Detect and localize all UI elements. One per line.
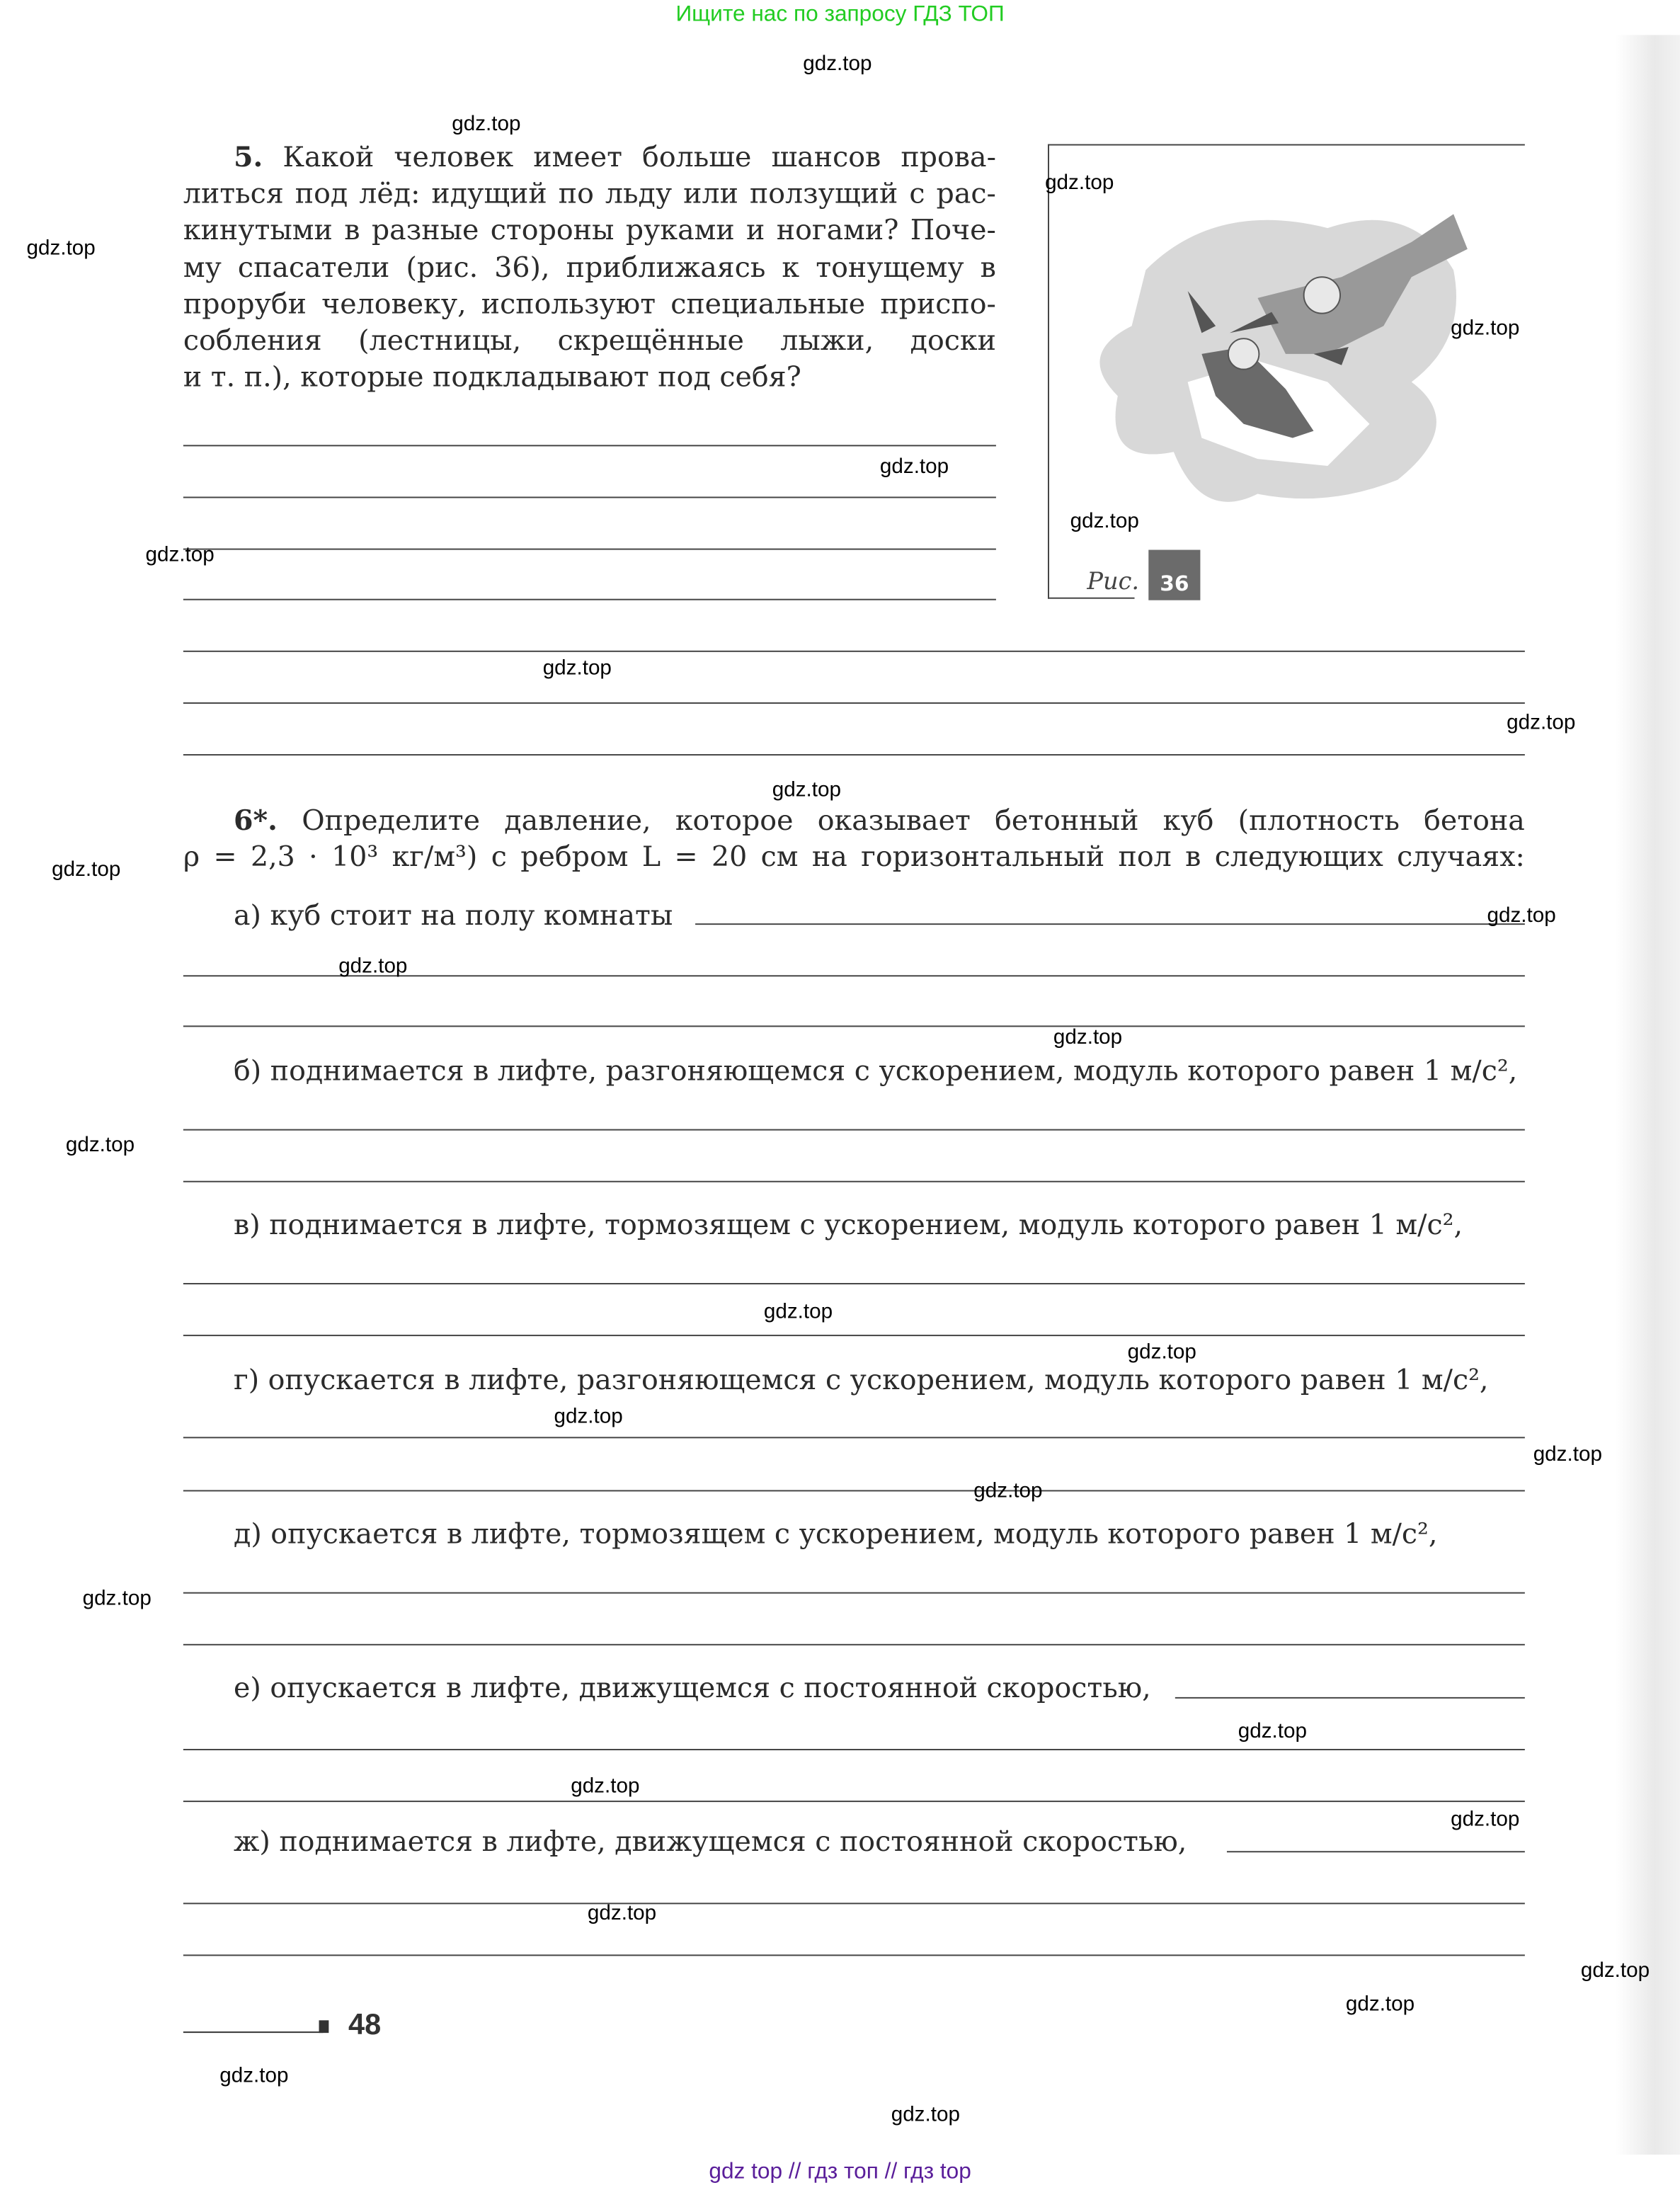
task5-line-4: му спасатели (рис. 36), приближаясь к тонущему в (183, 250, 996, 285)
bottom-banner[interactable]: gdz top // гдз топ // гдз top (709, 2160, 971, 2184)
answer-line[interactable] (1175, 1697, 1525, 1699)
watermark: gdz.top (1533, 1442, 1602, 1466)
answer-line[interactable] (183, 1437, 1525, 1438)
task5-number: 5. (233, 139, 263, 174)
watermark: gdz.top (803, 52, 872, 76)
watermark: gdz.top (879, 455, 949, 479)
figure-border-bottom (1048, 598, 1135, 599)
page-number-rule (183, 2031, 324, 2033)
task5-line-5: проруби человеку, используют специальные приспо- (183, 287, 996, 321)
case-a: а) куб стоит на полу комнаты (233, 898, 673, 933)
watermark: gdz.top (554, 1404, 623, 1429)
answer-line[interactable] (183, 1283, 1525, 1284)
watermark: gdz.top (1070, 509, 1139, 533)
answer-line[interactable] (183, 1129, 1525, 1131)
task5-line-2: литься под лёд: идущий по льду или ползущий с рас- (183, 176, 996, 210)
answer-line[interactable] (183, 496, 996, 498)
watermark: gdz.top (65, 1133, 135, 1158)
answer-line[interactable] (183, 1335, 1525, 1336)
task6-number: 6*. (233, 803, 278, 837)
watermark: gdz.top (26, 236, 96, 261)
task6-line-1 (183, 802, 1525, 838)
page-number-marker (319, 2020, 329, 2033)
answer-line[interactable] (183, 599, 996, 600)
answer-line[interactable] (183, 1903, 1525, 1904)
ice-rescue-illustration (1048, 144, 1525, 564)
watermark: gdz.top (763, 1299, 833, 1324)
answer-line[interactable] (183, 1181, 1525, 1182)
case-e: е) опускается в лифте, движущемся с постоянной скоростью, (233, 1670, 1151, 1704)
case-b: б) поднимается в лифте, разгоняющемся с ускорением, модуль которого равен 1 м/с², (233, 1053, 1518, 1088)
task6-line-2: ρ = 2,3 · 10³ кг/м³) с ребром L = 20 см на горизонтальный пол в следующих случаях: (183, 839, 1525, 874)
answer-line[interactable] (183, 702, 1525, 704)
watermark: gdz.top (452, 112, 521, 136)
answer-line[interactable] (183, 1749, 1525, 1750)
case-v: в) поднимается в лифте, тормозящем с ускорением, модуль которого равен 1 м/с², (233, 1207, 1463, 1241)
watermark: gdz.top (1345, 1992, 1415, 2017)
watermark: gdz.top (1053, 1025, 1123, 1049)
answer-line[interactable] (183, 754, 1525, 755)
watermark: gdz.top (1507, 710, 1576, 735)
top-banner[interactable]: Ищите нас по запросу ГДЗ ТОП (675, 2, 1005, 27)
watermark: gdz.top (1238, 1719, 1308, 1744)
answer-line[interactable] (183, 651, 1525, 652)
page-number: 48 (348, 2009, 382, 2041)
answer-line[interactable] (695, 923, 1525, 925)
watermark: gdz.top (82, 1586, 152, 1611)
page-edge-shadow (1616, 35, 1680, 2155)
watermark: gdz.top (973, 1478, 1043, 1503)
answer-line[interactable] (183, 1025, 1525, 1027)
watermark: gdz.top (145, 542, 215, 567)
answer-line[interactable] (183, 445, 996, 446)
watermark: gdz.top (219, 2063, 289, 2088)
answer-line[interactable] (1227, 1851, 1525, 1852)
figure-caption: Рис. (1087, 568, 1140, 596)
watermark: gdz.top (571, 1774, 640, 1798)
watermark: gdz.top (1451, 1807, 1520, 1832)
watermark: gdz.top (891, 2102, 960, 2127)
figure-number-badge: 36 (1148, 550, 1200, 600)
watermark: gdz.top (1127, 1340, 1196, 1364)
watermark: gdz.top (587, 1901, 657, 1925)
watermark: gdz.top (338, 954, 408, 979)
task5-text: Какой человек имеет больше шансов прова- (282, 139, 996, 174)
watermark: gdz.top (772, 777, 842, 802)
task5-line-6: собления (лестницы, скрещённые лыжи, доски (183, 323, 996, 357)
answer-line[interactable] (183, 549, 996, 550)
watermark: gdz.top (1580, 1958, 1650, 1983)
case-g: г) опускается в лифте, разгоняющемся с ускорением, модуль которого равен 1 м/с², (233, 1362, 1489, 1397)
answer-line[interactable] (183, 1592, 1525, 1594)
case-d: д) опускается в лифте, тормозящем с ускорением, модуль которого равен 1 м/с², (233, 1516, 1438, 1551)
watermark: gdz.top (542, 656, 612, 680)
task5-line-3: кинутыми в разные стороны руками и ногами? Поче- (183, 212, 996, 246)
answer-line[interactable] (183, 1490, 1525, 1491)
answer-line[interactable] (183, 1644, 1525, 1646)
task5-line-7: и т. п.), которые подкладывают под себя? (183, 359, 801, 394)
watermark: gdz.top (52, 857, 121, 882)
watermark: gdz.top (1487, 903, 1556, 928)
answer-line[interactable] (183, 1954, 1525, 1956)
task5-line-1 (183, 139, 996, 175)
watermark: gdz.top (1451, 316, 1520, 341)
case-zh: ж) поднимается в лифте, движущемся с постоянной скоростью, (233, 1824, 1187, 1859)
task6-text: Определите давление, которое оказывает бетонный куб (плотность бетона (302, 803, 1525, 837)
answer-line[interactable] (183, 1801, 1525, 1802)
watermark: gdz.top (1045, 171, 1114, 195)
